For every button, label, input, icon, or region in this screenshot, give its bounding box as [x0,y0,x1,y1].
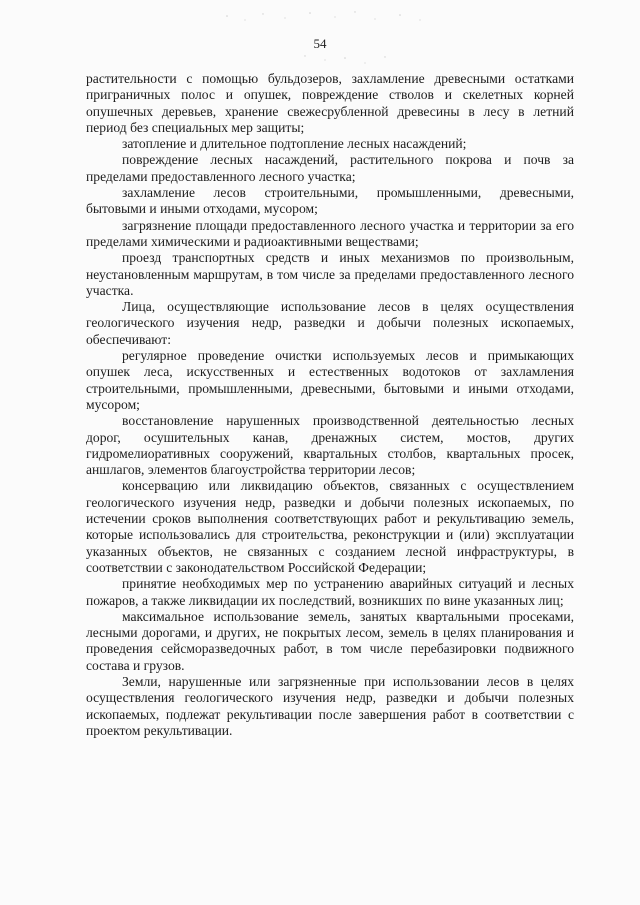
paragraph: регулярное проведение очистки используемых лесов и примыкающих опушек леса, искусственных и естественных водотоков от захламления строительными, промышленными, древесными, бытовыми и иными отходами, мусором; [86,348,574,412]
paragraph: повреждение лесных насаждений, растительного покрова и почв за пределами предоставленного лесного участка; [86,152,574,184]
paragraph: захламление лесов строительными, промышленными, древесными, бытовыми и иными отходами, мусором; [86,185,574,217]
paragraph: затопление и длительное подтопление лесных насаждений; [122,136,467,152]
paragraph: Лица, осуществляющие использование лесов в целях осуществления геологического изучения недр, разведки и добычи полезных ископаемых, обеспечивают: [86,299,574,347]
paragraph: консервацию или ликвидацию объектов, связанных с осуществлением геологического изучения недр, разведки и добычи полезных ископаемых, по истечении сроков выполнения соответствующих работ и рекультивацию земель, которые использовались для строительства, реконструкции и (или) эксплуатации указанных объектов, не связанных с созданием лесной инфраструктуры, в соответствии с законодательством Российской Федерации; [86,478,574,575]
document-body [86,71,574,739]
paragraph: растительности с помощью бульдозеров, захламление древесными остатками приграничных полос и опушек, повреждение стволов и скелетных корней опушечных деревьев, хранение свежесрубленной древесины в лесу в летний период без специальных мер защиты; [86,71,574,135]
paragraph: загрязнение площади предоставленного лесного участка и территории за его пределами химическими и радиоактивными веществами; [86,217,574,249]
page-number: 54 [313,36,327,51]
paragraph: принятие необходимых мер по устранению аварийных ситуаций и лесных пожаров, а также ликвидации их последствий, возникших по вине указанных лиц; [86,576,574,608]
paragraph: проезд транспортных средств и иных механизмов по произвольным, неустановленным маршрутам, в том числе за пределами предоставленного лесного участка. [86,250,574,298]
paragraph: максимальное использование земель, занятых квартальными просеками, лесными дорогами, и других, не покрытых лесом, земель в целях планирования и проведения сейсморазведочных работ, в том числе перебазировки подвижного состава и грузов. [86,608,574,673]
paragraph: восстановление нарушенных производственной деятельностью лесных дорог, осушительных канав, дренажных систем, мостов, других гидромелиоративных сооружений, квартальных столбов, квартальных просек, аншлагов, элементов благоустройства территории лесов; [86,413,574,478]
paragraph: Земли, нарушенные или загрязненные при использовании лесов в целях осуществления геологического изучения недр, разведки и добычи полезных ископаемых, подлежат рекультивации после завершения работ в соответствии с проектом рекультивации. [86,673,574,738]
